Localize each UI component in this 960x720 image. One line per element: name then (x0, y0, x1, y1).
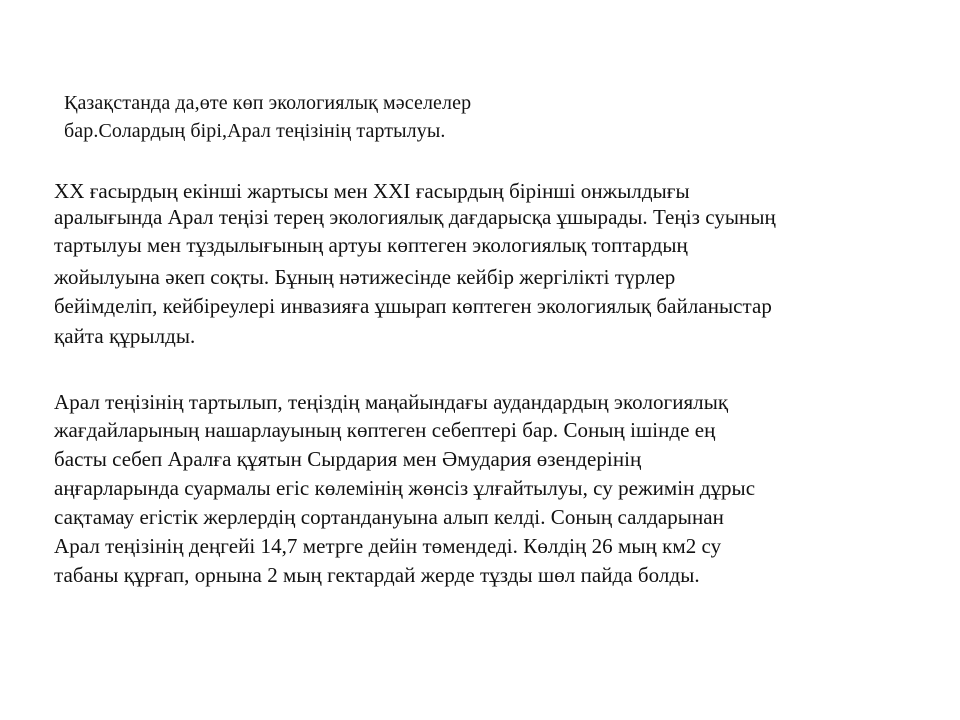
paragraph-line: XX ғасырдың екінші жартысы мен XXI ғасырдың бірінші онжылдығы (54, 179, 690, 203)
title-line: Қазақстанда да,өте көп экологиялық мәселелер (64, 92, 472, 114)
paragraph-line: қайта құрылды. (54, 324, 196, 348)
paragraph-line: басты себеп Аралға құятын Сырдария мен Әмудария өзендерінің (54, 447, 642, 471)
title-line: бар.Солардың бірі,Арал теңізінің тартылуы. (64, 120, 446, 142)
paragraph-line: бейімделіп, кейбіреулері инвазияға ұшырап көптеген экологиялық байланыстар (54, 294, 772, 318)
paragraph-line: Арал теңізінің тартылып, теңіздің маңайындағы аудандардың экологиялық (54, 390, 729, 414)
paragraph-line: сақтамау егістік жерлердің сортандануына алып келді. Соның салдарынан (54, 505, 724, 529)
paragraph-line: аңғарларында суармалы егіс көлемінің жөнсіз ұлғайтылуы, су режимін дұрыс (54, 476, 756, 500)
paragraph-line: тартылуы мен тұздылығының артуы көптеген экологиялық топтардың (54, 233, 688, 257)
paragraph-line: аралығында Арал теңізі терең экологиялық дағдарысқа ұшырады. Теңіз суының (54, 205, 776, 229)
paragraph-line: жағдайларының нашарлауының көптеген себептері бар. Соның ішінде ең (54, 418, 716, 442)
paragraph-line: жойылуына әкеп соқты. Бұның нәтижесінде кейбір жергілікті түрлер (54, 265, 676, 289)
paragraph-line: Арал теңізінің деңгейі 14,7 метрге дейін төмендеді. Көлдің 26 мың км2 су (54, 534, 722, 558)
paragraph-line: табаны құрғап, орнына 2 мың гектардай жерде тұзды шөл пайда болды. (54, 563, 700, 587)
